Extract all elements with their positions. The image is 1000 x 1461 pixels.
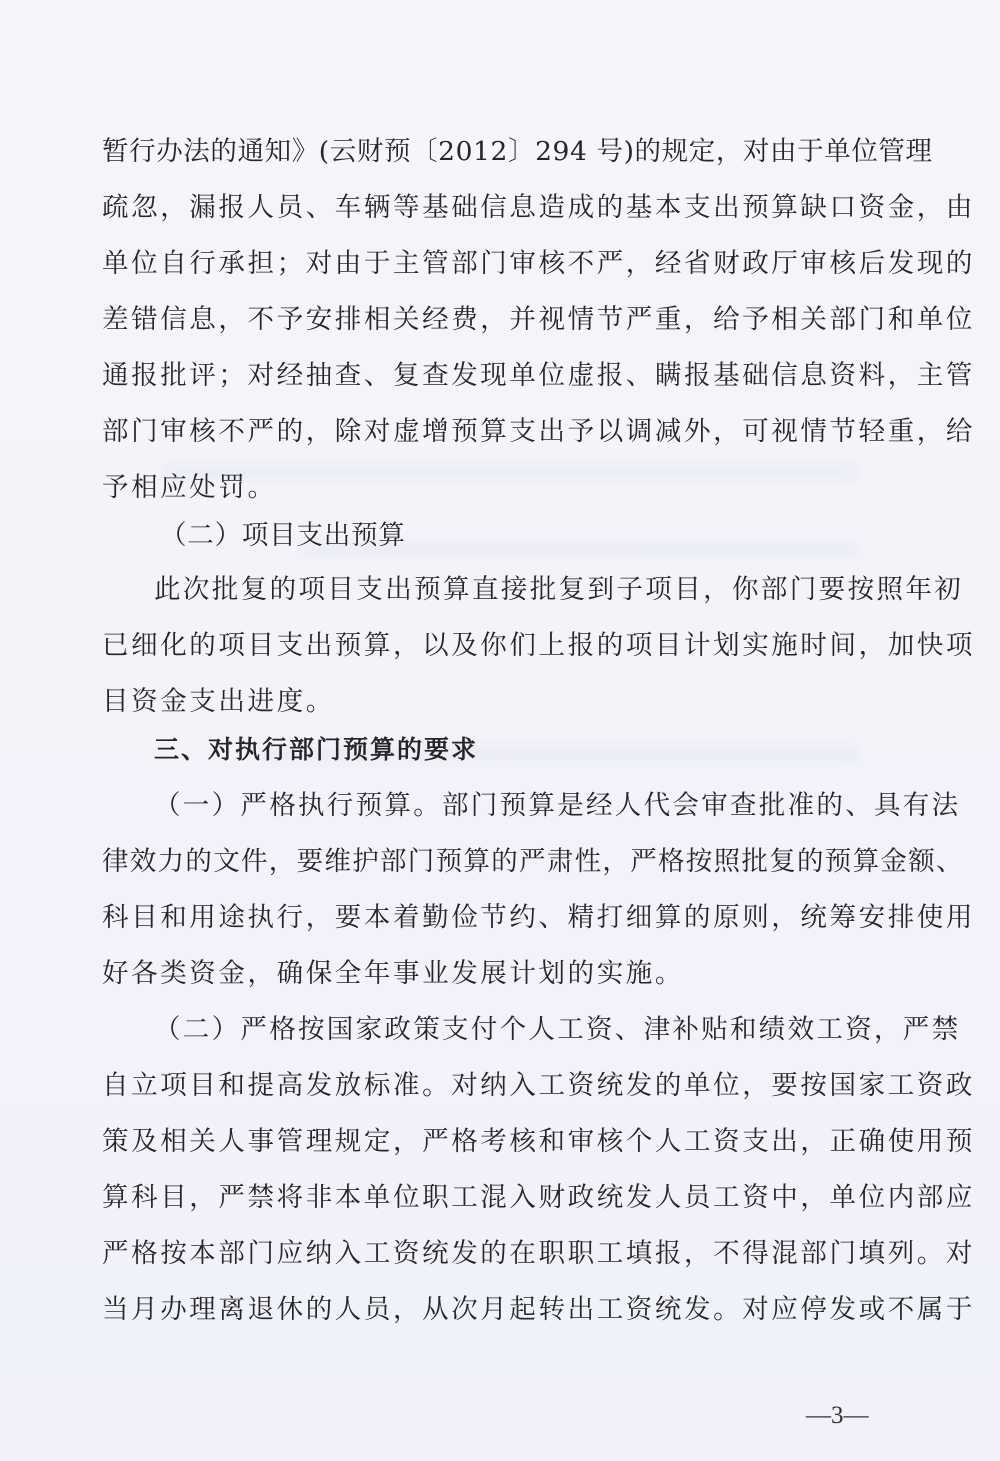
section-heading: 三、对执行部门预算的要求 — [154, 735, 479, 764]
body-line: 通报批评；对经抽查、复查发现单位虚报、瞒报基础信息资料，主管 — [102, 360, 975, 391]
body-line: 单位自行承担；对由于主管部门审核不严，经省财政厅审核后发现的 — [102, 248, 975, 279]
page-number: —3— — [806, 1402, 869, 1429]
body-line: （一）严格执行预算。部门预算是经人代会审查批准的、具有法 — [154, 790, 961, 821]
body-line: 当月办理离退休的人员，从次月起转出工资统发。对应停发或不属于 — [102, 1294, 975, 1325]
body-line: 暂行办法的通知》(云财预〔2012〕294 号)的规定，对由于单位管理 — [102, 136, 933, 167]
body-line: 科目和用途执行，要本着勤俭节约、精打细算的原则，统筹安排使用 — [102, 902, 975, 933]
body-line: 目资金支出进度。 — [102, 686, 335, 717]
body-line: （二）严格按国家政策支付个人工资、津补贴和绩效工资，严禁 — [154, 1014, 961, 1045]
body-line: 律效力的文件，要维护部门预算的严肃性，严格按照批复的预算金额、 — [102, 846, 964, 877]
body-line: 自立项目和提高发放标准。对纳入工资统发的单位，要按国家工资政 — [102, 1070, 975, 1101]
body-line: 予相应处罚。 — [102, 472, 277, 503]
body-line: 此次批复的项目支出预算直接批复到子项目，你部门要按照年初 — [154, 574, 964, 605]
body-line: 部门审核不严的，除对虚增预算支出予以调减外，可视情节轻重，给 — [102, 416, 975, 447]
body-line: 严格按本部门应纳入工资统发的在职职工填报，不得混部门填列。对 — [102, 1238, 975, 1269]
body-line: 算科目，严禁将非本单位职工混入财政统发人员工资中，单位内部应 — [102, 1182, 975, 1213]
body-line: 策及相关人事管理规定，严格考核和审核个人工资支出，正确使用预 — [102, 1126, 975, 1157]
body-line: 疏忽，漏报人员、车辆等基础信息造成的基本支出预算缺口资金，由 — [102, 192, 975, 223]
body-line: 差错信息，不予安排相关经费，并视情节严重，给予相关部门和单位 — [102, 304, 975, 335]
body-line: 已细化的项目支出预算，以及你们上报的项目计划实施时间，加快项 — [102, 630, 975, 661]
section-subheading: （二）项目支出预算 — [160, 520, 406, 551]
body-line: 好各类资金，确保全年事业发展计划的实施。 — [102, 958, 684, 989]
